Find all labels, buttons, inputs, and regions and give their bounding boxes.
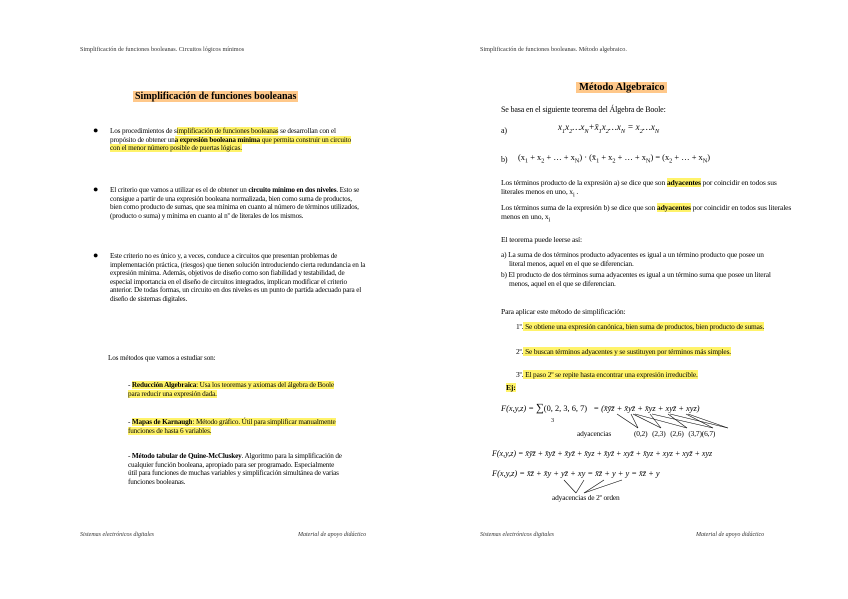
right-page-title: Método Algebraico bbox=[576, 82, 667, 93]
example-label-text: Ej: bbox=[506, 383, 516, 392]
bullet-paragraph-3: Este criterio no es único y, a veces, conduce a circuitos que presentan problemas de implementación práctica, (riesgos) que tienen solución introduciendo cierta redundancia en la expresión mínima. Además, objetivos de diseño como son fiabilidad y testabilidad, de especial importancia en el diseño de circuitos integrados, implican modificar el criterio anterior. De todas formas, un circuito en dos niveles es un punto de partida adecuado para el diseño de sistemas digitales. bbox=[110, 252, 366, 303]
method-algebraic-desc: : Usa los teoremas y axiomas del álgebra de Boole para reducir una expresión dada. bbox=[128, 381, 334, 398]
sigma-symbol: ∑ bbox=[535, 402, 544, 414]
step-2-text: Se buscan términos adyacentes y se sustituyen por términos más simples. bbox=[523, 347, 731, 356]
adj-pair-2-3: (2,3) bbox=[652, 429, 666, 438]
step-1-number: 1º. bbox=[516, 322, 524, 331]
p2-sub: i bbox=[548, 216, 551, 224]
method-karnaugh-name: Mapas de Karnaugh bbox=[131, 418, 193, 426]
bullet-paragraph-1 bbox=[110, 127, 360, 153]
step-1-text: Se obtiene una expresión canónica, bien suma de productos, bien producto de sumas. bbox=[523, 322, 765, 331]
p1-end: . bbox=[574, 186, 579, 196]
bullet-paragraph-2 bbox=[110, 186, 365, 220]
p1-post: por coincidir en todos sus literales menos en uno, x bbox=[501, 178, 777, 196]
canonical-expression: = (x̄ȳz̄ + x̄yz̄ + x̄yz + xyz̄ + xyz) bbox=[593, 404, 700, 413]
method-algebraic: - Reducción Algebraica: Usa los teoremas y axiomas del álgebra de Boole para reducir una expresión dada. bbox=[128, 381, 334, 398]
b1-pre: Los procedimientos de s bbox=[110, 127, 177, 135]
example-function-expanded: F(x,y,z) = x̄ȳz̄ + x̄yz̄ + x̄yz̄ + x̄yz + x̄yz̄ + xyz̄ + x̄yz + xyz + xyz̄ + xyz bbox=[492, 449, 713, 458]
left-page-header: Simplificación de funciones booleanas. Circuitos lógicos mínimos bbox=[80, 46, 245, 53]
theorem-intro: Se basa en el siguiente teorema del Álgebra de Boole: bbox=[501, 105, 666, 114]
b2-rest: . Esto se consigue a partir de una expresión booleana normalizada, bien como suma de productos, bien como producto de sumas, que sea mínima en cuanto al número de términos utilizados, (producto o suma) y mínima en cuanto al nº de literales de los mismos. bbox=[110, 186, 360, 220]
left-page-title: Simplificación de funciones booleanas bbox=[135, 91, 297, 102]
p2-post: por coincidir en todos sus literales menos en uno, x bbox=[501, 203, 792, 221]
example-function-reduced: F(x,y,z) = x̄z̄ + x̄y + yz̄ + xy = x̄z̄ + y + y = x̄z̄ + y bbox=[492, 469, 660, 478]
b1-mid: se desarrollan con el propósito de obtener un bbox=[110, 127, 336, 144]
method-karnaugh-desc: : Método gráfico. Útil para simplificar manualmente funciones de hasta 6 variables. bbox=[128, 418, 336, 435]
step-3-text: El paso 2º se repite hasta encontrar una expresión irreducible. bbox=[523, 370, 698, 379]
methods-intro: Los métodos que vamos a estudiar son: bbox=[108, 354, 216, 362]
p1-highlight: adyacentes bbox=[666, 178, 701, 187]
right-footer-right: Material de apoyo didáctico bbox=[696, 532, 765, 538]
adjacencies-label: adyacencias bbox=[577, 429, 612, 438]
right-footer-left: Sistemas electrónicos digitales bbox=[480, 532, 554, 538]
bullet-dot: ● bbox=[93, 184, 99, 194]
theorem-a: $x_1x_2\dots x_N+x̄_1x_2\dots x_N$ = $x_2\dots x_N$ bbox=[558, 122, 660, 135]
p1-sub: i bbox=[572, 191, 575, 199]
bullet-dot: ● bbox=[93, 125, 99, 135]
method-algebraic-name: Reducción Algebraica bbox=[131, 381, 197, 389]
p2-highlight: adyacentes bbox=[656, 203, 691, 212]
step-2-number: 2º. bbox=[516, 347, 524, 356]
reading-b: b) El producto de dos términos suma adyacentes es igual a un término suma que posee un literal menos, aquel en el que se diferencian. bbox=[501, 270, 771, 288]
b1-highlight-3: que permita construir un circuito con el menor número posible de puertas lógicas. bbox=[110, 135, 351, 153]
b1-highlight-2: a expresión booleana mínima bbox=[174, 135, 261, 144]
procedure-intro: Para aplicar este método de simplificación: bbox=[501, 307, 626, 316]
left-footer-right: Material de apoyo didáctico bbox=[298, 532, 367, 538]
label-a: a) bbox=[501, 126, 507, 135]
adj-pair-2-6: (2,6) bbox=[670, 429, 684, 438]
right-page-header: Simplificación de funciones booleanas. Método algebraico. bbox=[480, 46, 627, 53]
method-karnaugh: - Mapas de Karnaugh: Método gráfico. Útil para simplificar manualmente funciones de hasta 6 variables. bbox=[128, 418, 336, 435]
p1-pre: Los términos producto de la expresión a) se dice que son bbox=[501, 178, 667, 187]
second-order-lines bbox=[424, 0, 848, 599]
p2-pre: Los términos suma de la expresión b) se dice que son bbox=[501, 203, 657, 212]
step-3-number: 3º. bbox=[516, 370, 524, 379]
b2-bold: circuito mínimo en dos niveles bbox=[248, 186, 337, 194]
adj-pair-3-7-6-7: (3,7)(6,7) bbox=[688, 429, 716, 438]
method-quine-name: Método tabular de Quine-McCluskey bbox=[131, 452, 242, 460]
reading-a: a) La suma de dos términos producto adyacentes es igual a un término producto que posee un literal menos, aquel en el que se diferencian. bbox=[501, 250, 764, 268]
b1-highlight-1: implificación de funciones booleanas bbox=[176, 127, 279, 135]
label-b: b) bbox=[501, 155, 508, 164]
bullet-dot: ● bbox=[93, 250, 99, 260]
f-lhs: F(x,y,z) = bbox=[501, 404, 536, 413]
right-page bbox=[424, 0, 848, 599]
second-order-label: adyacencias de 2º orden bbox=[552, 493, 620, 502]
adj-pair-0-2: (0,2) bbox=[634, 429, 648, 438]
method-quine: - Método tabular de Quine-McCluskey. Algoritmo para la simplificación de cualquier función booleana, apropiado para ser programado. Especialmente útil para funciones de muchas variables y simplificación simultánea de varias funciones booleanas. bbox=[128, 452, 342, 486]
theorem-reads: El teorema puede leerse así: bbox=[501, 235, 582, 244]
method-quine-desc: . Algoritmo para la simplificación de cualquier función booleana, apropiado para ser programado. Especialmente útil para funciones de muchas variables y simplificación simultánea de varias funciones booleanas. bbox=[128, 452, 342, 486]
left-footer-left: Sistemas electrónicos digitales bbox=[80, 532, 154, 538]
sigma-subscript: 3 bbox=[551, 417, 555, 424]
minterm-list: (0, 2, 3, 6, 7) bbox=[543, 404, 588, 413]
b2-pre: El criterio que vamos a utilizar es el de obtener un bbox=[110, 186, 249, 194]
theorem-b: ($x_1 + x_2$ + … + $x_N$) · ($x̄_1 + x_2$ + … + $x_N) = (x_2$ + … + $x_N$) bbox=[518, 153, 711, 165]
